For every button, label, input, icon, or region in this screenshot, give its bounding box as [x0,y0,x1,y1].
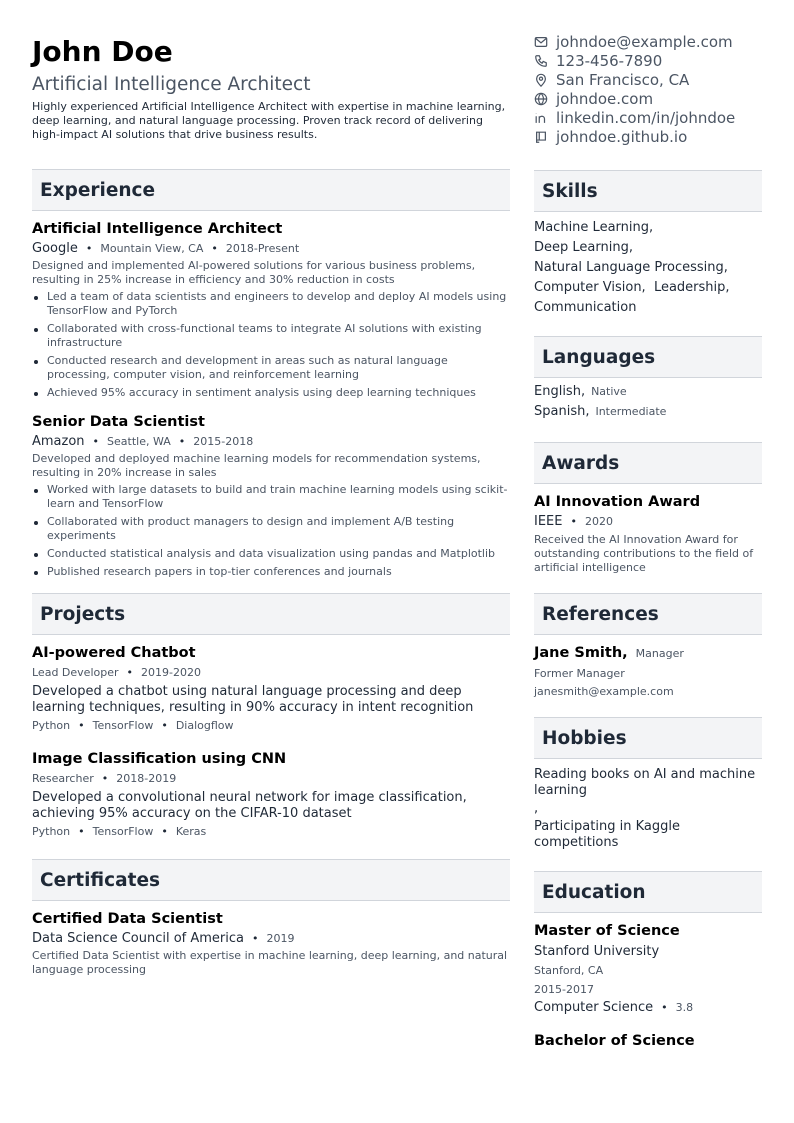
bullet-item: Led a team of data scientists and engineers to develop and deploy AI models using TensorFlow and PyTorch [32,290,510,318]
hobby-separator: , [534,801,539,816]
github-text: johndoe.github.io [556,127,688,146]
job-title: Artificial Intelligence Architect [32,221,283,237]
tag: Dialogflow [175,719,234,732]
reference-relation: Former Manager [534,667,625,680]
award-description: Received the AI Innovation Award for outstanding contributions to the field of artificial intelligence [534,533,754,574]
candidate-title: Artificial Intelligence Architect [32,74,311,95]
awards-heading: Awards [534,442,762,484]
project-meta [32,665,510,681]
main-column [32,36,510,977]
language-item [534,384,762,404]
skill-line: Machine Learning, [534,220,654,235]
separator-dot: • [661,1001,668,1014]
job-bullets [32,483,510,579]
bullet-item: Published research papers in top-tier conferences and journals [32,565,510,579]
separator-dot: • [78,825,85,838]
language-level: Native [591,385,627,398]
project-name: AI-powered Chatbot [32,645,196,661]
linkedin-icon [534,111,548,125]
bullet-item: Worked with large datasets to build and train machine learning models using scikit-learn and TensorFlow [32,483,510,511]
experience-item [32,220,510,400]
certificate-meta [32,931,510,947]
hobby-item: Participating in Kaggle competitions [534,819,680,850]
phone-text: 123-456-7890 [556,51,663,70]
separator-dot: • [178,435,186,448]
certificate-year: 2019 [266,932,295,945]
skill-line: Natural Language Processing, [534,260,728,275]
bullet-item: Conducted research and development in areas such as natural language processing, computer vision, and reinforcement learning [32,354,510,382]
certificate-issuer: Data Science Council of America [32,931,244,946]
experience-heading: Experience [32,169,510,211]
project-item [32,644,510,733]
job-description: Designed and implemented AI-powered solutions for various business problems, resulting in 25% increase in efficiency and 30% reduction in costs [32,259,476,286]
bullet-item: Collaborated with product managers to design and implement A/B testing experiments [32,515,510,543]
job-dates: 2018-Present [225,242,300,255]
hobbies-list [534,767,762,851]
skills-list [534,218,762,318]
tag: TensorFlow [92,719,154,732]
skill-line: Deep Learning, [534,240,633,255]
project-dates: 2018-2019 [116,772,177,785]
email-text: johndoe@example.com [556,32,733,51]
company: Google [32,241,78,256]
job-meta [32,434,510,450]
bullet-item: Achieved 95% accuracy in sentiment analysis using deep learning techniques [32,386,510,400]
field-of-study: Computer Science [534,1000,654,1015]
job-title: Senior Data Scientist [32,414,205,430]
reference-name: Jane Smith, [534,645,628,661]
job-location: Mountain View, CA [100,242,204,255]
job-dates: 2015-2018 [193,435,254,448]
award-year: 2020 [584,515,613,528]
job-meta [32,241,510,257]
contact-github[interactable] [534,127,762,146]
contact-linkedin[interactable] [534,108,762,127]
separator-dot: • [252,932,259,945]
language-item [534,404,762,424]
hobbies-heading: Hobbies [534,717,762,759]
school: Stanford University [534,944,660,959]
job-location: Seattle, WA [107,435,171,448]
tag: Python [32,719,71,732]
project-meta [32,771,510,787]
project-item [32,750,510,839]
separator-dot: • [126,666,133,679]
language-name: English, [534,384,586,399]
education-item [534,922,762,1016]
reference-email[interactable]: janesmith@example.com [534,685,674,698]
mail-icon [534,35,548,49]
project-description: Developed a chatbot using natural language processing and deep learning techniques, resulting in 90% accuracy in intent recognition [32,684,474,715]
separator-dot: • [570,515,577,528]
separator-dot: • [78,719,85,732]
location-text: San Francisco, CA [556,70,690,89]
education-meta [534,1000,762,1016]
contact-location [534,70,762,89]
contact-website[interactable] [534,89,762,108]
company: Amazon [32,434,85,449]
award-name: AI Innovation Award [534,494,701,510]
contact-phone[interactable] [534,51,762,70]
separator-dot: • [85,242,93,255]
github-icon [534,130,548,144]
gpa: 3.8 [675,1001,694,1014]
project-name: Image Classification using CNN [32,751,287,767]
tag: Python [32,825,71,838]
language-name: Spanish, [534,404,590,419]
project-dates: 2019-2020 [141,666,201,679]
reference-header [534,644,762,662]
project-role: Lead Developer [32,666,119,679]
map-pin-icon [534,73,548,87]
education-heading: Education [534,871,762,913]
candidate-name: John Doe [32,35,173,68]
degree: Master of Science [534,923,680,939]
certificate-name: Certified Data Scientist [32,911,223,927]
hobby-item: Reading books on AI and machine learning [534,767,756,798]
job-description: Developed and deployed machine learning models for recommendation systems, resulting in 20% increase in sales [32,452,481,479]
tag: Keras [175,825,207,838]
certificates-heading: Certificates [32,859,510,901]
award-meta [534,514,762,530]
references-heading: References [534,593,762,635]
certificate-description: Certified Data Scientist with expertise in machine learning, deep learning, and natural language processing [32,949,508,976]
project-description: Developed a convolutional neural network for image classification, achieving 95% accuracy on the CIFAR-10 dataset [32,790,467,821]
job-bullets [32,290,510,400]
project-tags [32,825,510,839]
contact-list [534,32,762,146]
website-text: johndoe.com [556,89,654,108]
project-role: Researcher [32,772,94,785]
globe-icon [534,92,548,106]
tag: TensorFlow [92,825,154,838]
skills-heading: Skills [534,170,762,212]
contact-email[interactable] [534,32,762,51]
certificate-item [32,910,510,977]
skill-line: Communication [534,300,637,315]
experience-item [32,413,510,579]
projects-heading: Projects [32,593,510,635]
reference-role: Manager [635,647,684,660]
degree: Bachelor of Science [534,1033,695,1049]
project-tags [32,719,510,733]
separator-dot: • [92,435,100,448]
separator-dot: • [101,772,109,785]
skill-line: Computer Vision, Leadership, [534,280,730,295]
bullet-item: Conducted statistical analysis and data visualization using pandas and Matplotlib [32,547,510,561]
separator-dot: • [161,825,168,838]
education-item [534,1032,762,1050]
summary: Highly experienced Artificial Intelligence Architect with expertise in machine learning, deep learning, and natural language processing. Proven track record of delivering high-impact AI solutions that drive business results. [32,100,506,141]
bullet-item: Collaborated with cross-functional teams to integrate AI solutions with existing infrastructure [32,322,510,350]
phone-icon [534,54,548,68]
languages-heading: Languages [534,336,762,378]
separator-dot: • [161,719,168,732]
linkedin-text: linkedin.com/in/johndoe [556,108,736,127]
school-location: Stanford, CA [534,964,604,977]
award-item [534,493,762,575]
sidebar-column [534,32,762,1050]
reference-item [534,644,762,699]
education-dates: 2015-2017 [534,983,594,996]
separator-dot: • [211,242,218,255]
award-issuer: IEEE [534,514,563,529]
languages-list [534,384,762,424]
language-level: Intermediate [595,405,667,418]
